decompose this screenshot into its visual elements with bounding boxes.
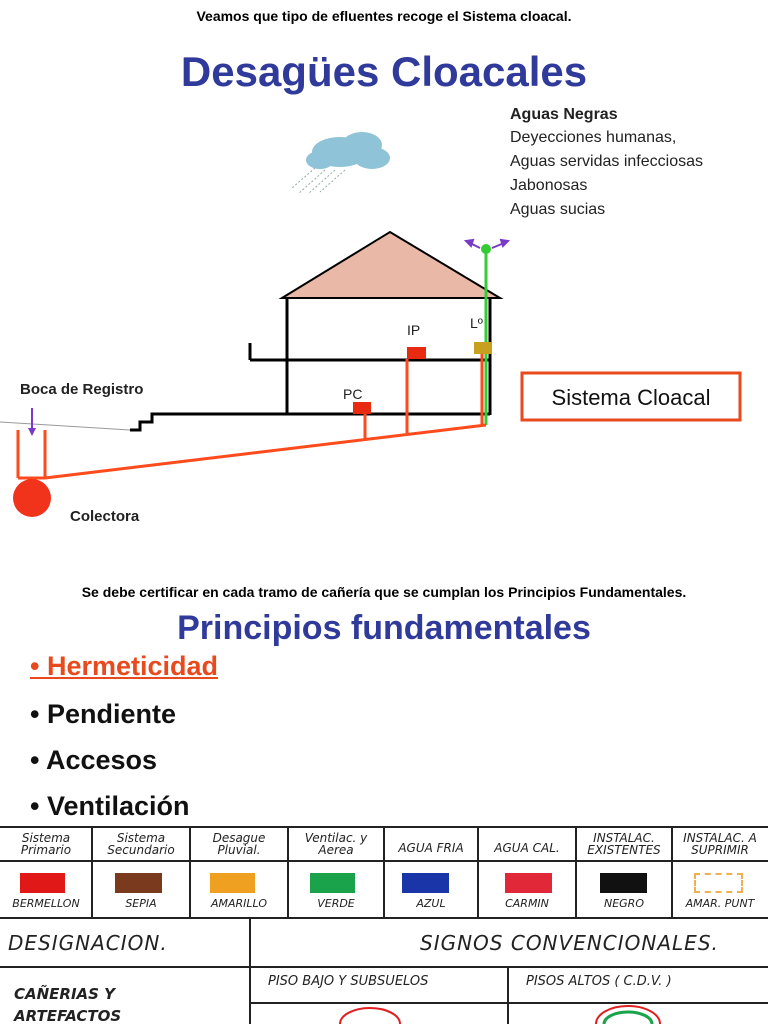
house-walls [130, 298, 490, 430]
header-instalaciones-existentes: INSTALAC. EXISTENTES [587, 831, 661, 857]
swatch-bermellon [20, 873, 65, 893]
sistema-cloacal-text: Sistema Cloacal [551, 385, 711, 410]
legend-item: Deyecciones humanas, [510, 129, 677, 146]
legend-item: Aguas sucias [510, 201, 606, 218]
header-agua-fria: AGUA FRIA [398, 841, 464, 855]
swatch-label: NEGRO [603, 897, 644, 910]
swatch-label: VERDE [317, 897, 355, 910]
legend-heading: Aguas Negras [510, 106, 618, 123]
piso-bajo-label: PISO BAJO Y SUBSUELOS [268, 974, 429, 989]
arrow-down-icon [28, 428, 36, 436]
boca-registro-label: Boca de Registro [20, 381, 144, 398]
swatch-negro [600, 873, 647, 893]
swatch-label: AMARILLO [210, 897, 267, 910]
pisos-altos-label: PISOS ALTOS ( C.D.V. ) [526, 974, 672, 989]
slide1-title: Desagües Cloacales [180, 48, 588, 95]
pc-box [353, 402, 371, 414]
swatch-amarillo-punteado [694, 873, 743, 893]
slide2-caption: Se debe certificar en cada tramo de cañería que se cumplan los Principios Fundamentales. [81, 584, 687, 600]
header-sistema-primario: Sistema Primario [20, 831, 72, 857]
swatch-label: AMAR. PUNT [685, 897, 755, 910]
red-circle-symbol [340, 1008, 400, 1024]
pc-label: PC [343, 386, 363, 402]
signos-convencionales-heading: SIGNOS CONVENCIONALES. [420, 931, 719, 955]
header-ventilacion-aerea: Ventilac. y Aerea [304, 831, 368, 857]
swatch-label: BERMELLON [12, 897, 80, 910]
bullet-hermeticidad: • Hermeticidad [30, 651, 219, 681]
swatch-azul [402, 873, 449, 893]
ip-box [407, 347, 426, 359]
swatch-label: SEPIA [125, 897, 157, 910]
swatch-amarillo [210, 873, 255, 893]
slide1-caption: Veamos que tipo de efluentes recoge el Sistema cloacal. [196, 8, 572, 24]
colectora-circle [13, 479, 51, 517]
header-agua-caliente: AGUA CAL. [494, 841, 560, 855]
swatch-carmin [505, 873, 552, 893]
rain-cloud-icon [292, 132, 390, 194]
legend-item: Aguas servidas infecciosas [510, 153, 703, 170]
swatch-verde [310, 873, 355, 893]
swatch-label: AZUL [416, 897, 446, 910]
slide2-title: Principios fundamentales [177, 609, 591, 647]
green-circle-symbol [604, 1012, 652, 1024]
ip-label: IP [407, 322, 421, 338]
header-sistema-secundario: Sistema Secundario [107, 831, 175, 857]
drain-pipes [18, 354, 486, 478]
header-desague-pluvial: Desague Pluvial. [212, 831, 266, 857]
bullet-ventilacion: • Ventilación [30, 791, 190, 821]
lv-label: Lº [470, 315, 483, 331]
swatch-sepia [115, 873, 162, 893]
lv-box [474, 342, 492, 354]
canerias-artefactos-label: CAÑERIAS Y ARTEFACTOS [14, 985, 122, 1025]
legend-item: Jabonosas [510, 177, 588, 194]
bullet-pendiente: • Pendiente [30, 699, 176, 729]
swatch-label: CARMIN [505, 897, 549, 910]
bullet-accesos: • Accesos [30, 745, 158, 775]
header-instalaciones-suprimir: INSTALAC. A SUPRIMIR [683, 831, 757, 857]
designacion-heading: DESIGNACION. [8, 931, 168, 955]
colectora-label: Colectora [70, 508, 140, 525]
